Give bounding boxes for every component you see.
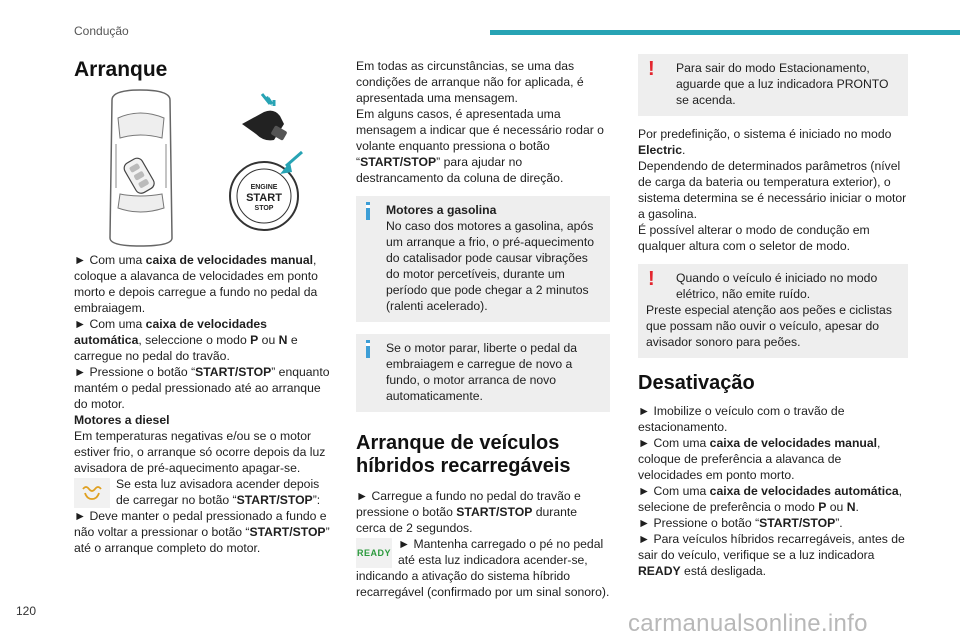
pedestrian-warning-text: Preste especial atenção aos peões e ciclistas que possam não ouvir o veículo, apesar do avisador sonoro para peões. bbox=[646, 303, 892, 349]
deactivation-step-1: ► Imobilize o veículo com o travão de estacionamento. bbox=[638, 404, 845, 434]
middle-column-text bbox=[356, 58, 610, 600]
warning-exclamation-icon: ! bbox=[648, 268, 655, 290]
header-accent-bar bbox=[490, 30, 960, 35]
manual-gearbox-instruction: ► Com uma caixa de velocidades manual, coloque a alavanca de velocidades em ponto morto e depois carregue a fundo no pedal da embraiagem. bbox=[74, 253, 318, 315]
deactivation-step-2: ► Com uma caixa de velocidades manual, coloque de preferência a alavanca de velocidades em ponto morto. bbox=[638, 436, 881, 482]
automatic-gearbox-instruction: ► Com uma caixa de velocidades automática, seleccione o modo P ou N e carregue no pedal do travão. bbox=[74, 317, 298, 363]
stall-note-text: Se o motor parar, liberte o pedal da embraiagem e carregue de novo a fundo, o motor arranca de novo automaticamente. bbox=[386, 341, 578, 403]
deactivation-heading: Desativação bbox=[638, 372, 755, 394]
parking-warning-text: Para sair do modo Estacionamento, aguarde que a luz indicadora PRONTO se acenda. bbox=[676, 61, 889, 107]
hybrid-start-heading: Arranque de veículos híbridos recarregáveis bbox=[356, 432, 571, 477]
warning-exclamation-icon: ! bbox=[648, 58, 655, 80]
press-button-instruction: ► Pressione o botão “START/STOP” enquanto mantém o pedal pressionado até ao arranque do motor. bbox=[74, 365, 330, 411]
petrol-engine-note: Motores a gasolina No caso dos motores a gasolina, após um arranque a frio, o pré-aquecimento do catalisador pode causar vibrações do motor percetíveis, durante um período que pode chegar a 2 minutos (ralenti acelerado). bbox=[356, 196, 610, 322]
start-stop-button-icon bbox=[230, 152, 302, 230]
info-icon bbox=[366, 342, 370, 362]
right-column-text bbox=[638, 54, 908, 579]
diesel-text: Em temperaturas negativas e/ou se o motor estiver frio, o arranque só ocorre depois da luz avisadora de pré-aquecimento apagar-se. bbox=[74, 429, 326, 475]
preheating-warning-icon bbox=[74, 478, 110, 508]
hold-pedal-instruction: ► Deve manter o pedal pressionado a fundo e não voltar a pressionar o botão “START/STOP” até o arranque completo do motor. bbox=[74, 509, 330, 555]
left-column-text bbox=[74, 252, 332, 556]
foot-pedal-icon bbox=[242, 94, 288, 141]
engine-decision-text: Dependendo de determinados parâmetros (nível de carga da bateria ou temperatura exterior), o sistema determina se é necessário iniciar o motor a gasolina. bbox=[638, 159, 907, 221]
page-title: Arranque bbox=[74, 58, 168, 81]
start-illustration bbox=[100, 88, 312, 248]
default-mode-text: Por predefinição, o sistema é iniciado no modo Electric. bbox=[638, 127, 892, 157]
diesel-heading: Motores a diesel bbox=[74, 413, 170, 427]
button-label-engine: ENGINE bbox=[250, 184, 278, 191]
ready-indicator-icon: READY bbox=[356, 538, 392, 568]
deactivation-step-4: ► Pressione o botão “START/STOP”. bbox=[638, 516, 843, 530]
stall-note bbox=[356, 334, 610, 412]
silent-warning-text: Quando o veículo é iniciado no modo elétrico, não emite ruído. bbox=[676, 271, 878, 301]
watermark: carmanualsonline.info bbox=[628, 610, 868, 637]
page-number: 120 bbox=[16, 604, 37, 618]
deactivation-step-5: ► Para veículos híbridos recarregáveis, antes de sair do veículo, verifique se a luz indicadora READY está desligada. bbox=[638, 532, 905, 578]
silent-mode-warning bbox=[638, 264, 908, 358]
glow-plug-paragraph: Se esta luz avisadora acender depois de carregar no botão “START/STOP”: bbox=[74, 476, 332, 508]
section-header: Condução bbox=[74, 24, 129, 38]
button-label-start: START bbox=[246, 192, 282, 204]
steering-unlock-message: Em alguns casos, é apresentada uma mensagem a indicar que é necessário rodar o volante enquanto pressiona o botão “START/STOP” para ajudar no destrancamento da coluna de direção. bbox=[356, 107, 604, 185]
hybrid-start-step-1: ► Carregue a fundo no pedal do travão e pressione o botão START/STOP durante cerca de 2 segundos. bbox=[356, 489, 581, 535]
parking-mode-warning bbox=[638, 54, 908, 116]
start-condition-message: Em todas as circunstâncias, se uma das condições de arranque não for aplicada, é apresentada uma mensagem. bbox=[356, 59, 584, 105]
mode-selector-text: É possível alterar o modo de condução em qualquer altura com o seletor de modo. bbox=[638, 223, 870, 253]
hybrid-start-step-2: READY ► Mantenha carregado o pé no pedal até esta luz indicadora acender-se, indicando a ativação do sistema híbrido recarregável (confirmado por um sinal sonoro). bbox=[356, 537, 610, 599]
button-label-stop: STOP bbox=[254, 205, 274, 212]
deactivation-step-3: ► Com uma caixa de velocidades automática, selecione de preferência o modo P ou N. bbox=[638, 484, 903, 514]
petrol-note-text-first: No caso dos motores a gasolina, após um arranque a frio, o pré-aquecimento do catalisador pode causar vibrações do motor percetíveis, durante um período que pode chegar a 2 minutos (ralenti acelerado). bbox=[386, 219, 594, 313]
info-icon bbox=[366, 204, 370, 224]
